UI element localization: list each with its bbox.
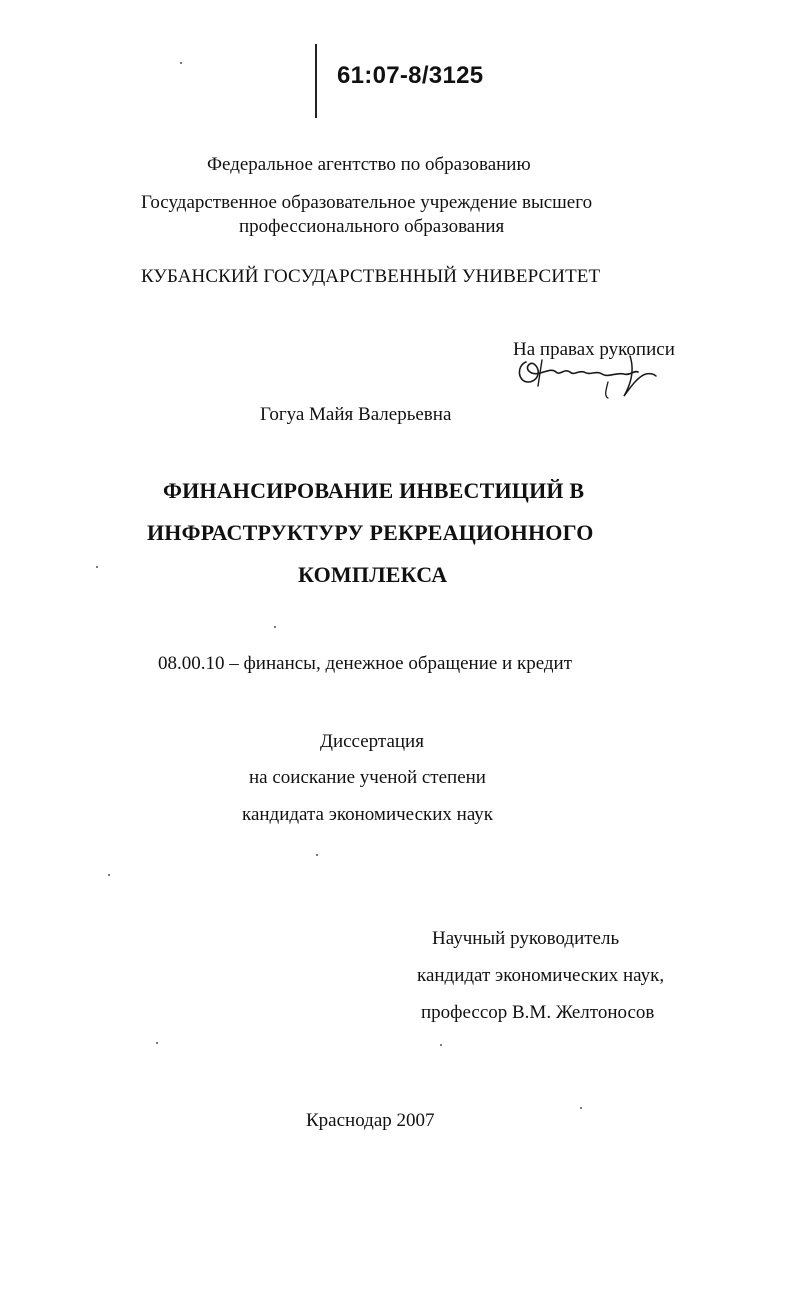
institution-line-1: Государственное образовательное учреждение высшего bbox=[141, 192, 593, 213]
institution-line-2: профессионального образования bbox=[239, 216, 505, 237]
author-name: Гогуа Майя Валерьевна bbox=[260, 404, 452, 425]
scan-speck bbox=[274, 626, 276, 628]
supervisor-line-2: кандидат экономических наук, bbox=[417, 965, 665, 986]
specialty-code: 08.00.10 – финансы, денежное обращение и кредит bbox=[158, 653, 573, 674]
scan-speck bbox=[180, 62, 182, 64]
degree-line-1: Диссертация bbox=[320, 731, 424, 752]
scan-speck bbox=[156, 1042, 158, 1044]
supervisor-line-1: Научный руководитель bbox=[432, 928, 620, 949]
scan-speck bbox=[316, 854, 318, 856]
place-and-year: Краснодар 2007 bbox=[306, 1110, 435, 1131]
title-line-3: КОМПЛЕКСА bbox=[298, 562, 448, 587]
manuscript-rights-note: На правах рукописи bbox=[513, 339, 675, 360]
handwritten-signature bbox=[512, 352, 662, 404]
supervisor-line-3: профессор В.М. Желтоносов bbox=[421, 1002, 655, 1023]
title-line-2: ИНФРАСТРУКТУРУ РЕКРЕАЦИОННОГО bbox=[147, 520, 594, 545]
title-line-1: ФИНАНСИРОВАНИЕ ИНВЕСТИЦИЙ В bbox=[163, 478, 585, 503]
library-stamp-code: 61:07-8/3125 bbox=[337, 62, 484, 89]
degree-line-3: кандидата экономических наук bbox=[242, 804, 494, 825]
degree-line-2: на соискание ученой степени bbox=[249, 767, 486, 788]
university-name: КУБАНСКИЙ ГОСУДАРСТВЕННЫЙ УНИВЕРСИТЕТ bbox=[141, 266, 601, 287]
agency-name: Федеральное агентство по образованию bbox=[207, 154, 531, 175]
scan-speck bbox=[580, 1107, 582, 1109]
stamp-divider bbox=[315, 44, 317, 118]
scan-speck bbox=[96, 566, 98, 568]
scan-speck bbox=[440, 1044, 442, 1046]
scan-speck bbox=[108, 874, 110, 876]
